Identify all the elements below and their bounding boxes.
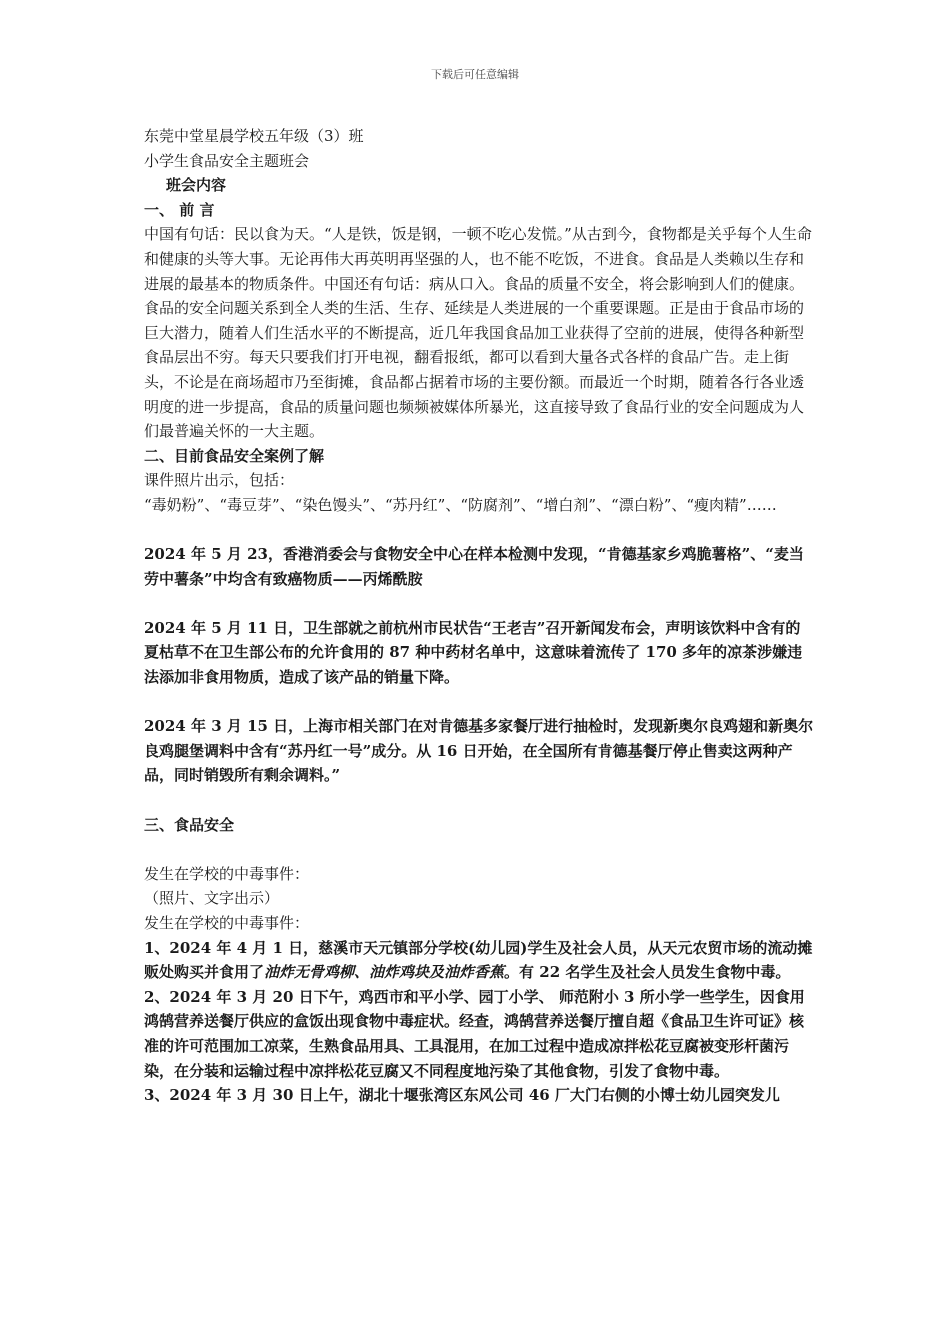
page-header: 下载后可任意编辑	[431, 68, 519, 81]
section2-heading: 二、目前食品安全案例了解	[144, 446, 325, 465]
content-heading: 班会内容	[166, 176, 227, 195]
section1-heading: 一、 前 言	[144, 200, 215, 219]
section3-heading: 三、食品安全	[144, 815, 235, 834]
section2-items: “毒奶粉”、“毒豆芽”、“染色馒头”、“苏丹红”、“防腐剂”、“增白剂”、“漂白粉”、“瘦肉精”……	[144, 495, 777, 514]
school-line: 东莞中堂星晨学校五年级（3）班	[144, 127, 364, 145]
event1-text: 1、2024 年 4 月 1 日，慈溪市天元镇部分学校(幼儿园)学生及社会人员，从天元农贸市场的流动摊贩处购买并食用了	[144, 938, 813, 982]
case-paragraph: 2024 年 5 月 11 日，卫生部就之前杭州市民状告“王老吉”召开新闻发布会，声明该饮料中含有的夏枯草不在卫生部公布的允许食用的 87 种中药材名单中，这意味着流传了 170 多年的凉茶涉嫌违法添加非食用物质，造成了该产品的销量下降。	[144, 618, 803, 687]
subject-line: 小学生食品安全主题班会	[144, 151, 310, 170]
event1-text: 。有 22 名学生及社会人员发生食物中毒。	[504, 963, 791, 982]
case-paragraph: 2024 年 3 月 15 日，上海市相关部门在对肯德基多家餐厅进行抽检时，发现新奥尔良鸡翅和新奥尔良鸡腿堡调料中含有“苏丹红一号”成分。从 16 日开始，在全国所有肯德基餐厅停止售卖这两种产品，同时销毁所有剩余调料。”	[144, 717, 814, 785]
school-events-label: 发生在学校的中毒事件：	[144, 864, 310, 883]
school-events-label: 发生在学校的中毒事件：	[144, 914, 310, 932]
event-paragraph	[144, 936, 814, 985]
document-body	[144, 124, 814, 1108]
event-paragraph: 2、2024 年 3 月 20 日下午，鸡西市和平小学、园丁小学、 师范附小 3 所小学一些学生，因食用鸿鹄营养送餐厅供应的盒饭出现食物中毒症状。经查，鸿鹄营养送餐厅擅自超《食品卫生许可证》核准的许可范围加工凉菜，生熟食品用具、工具混用，在加工过程中造成凉拌松花豆腐被变形杆菌污染，在分装和运输过程中凉拌松花豆腐又不同程度地污染了其他食物，引发了食物中毒。	[144, 987, 805, 1080]
case-paragraph: 2024 年 5 月 23，香港消委会与食物安全中心在样本检测中发现，“肯德基家乡鸡脆薯格”、“麦当劳中薯条”中均含有致癌物质——丙烯酰胺	[144, 545, 804, 588]
event-paragraph: 3、2024 年 3 月 30 日上午，湖北十堰张湾区东风公司 46 厂大门右侧的小博士幼儿园突发儿	[144, 1086, 780, 1105]
event1-foods: 油炸无骨鸡柳、油炸鸡块及油炸香蕉	[264, 963, 505, 982]
section1-body: 中国有句话：民以食为天。“人是铁，饭是钢，一顿不吃心发慌。”从古到今，食物都是关乎每个人生命和健康的头等大事。无论再伟大再英明再坚强的人，也不能不吃饭，不进食。食品是人类赖以生存和进展的最基本的物质条件。中国还有句话：病从口入。食品的质量不安全，将会影响到人们的健康。食品的安全问题关系到全人类的生活、生存、延续是人类进展的一个重要课题。正是由于食品市场的巨大潜力，随着人们生活水平的不断提高，近几年我国食品加工业获得了空前的进展，使得各种新型食品层出不穷。每天只要我们打开电视，翻看报纸，都可以看到大量各式各样的食品广告。走上街头，不论是在商场超市乃至街摊，食品都占据着市场的主要份额。而最近一个时期，随着各行各业透明度的进一步提高，食品的质量问题也频频被媒体所暴光，这直接导致了食品行业的安全问题成为人们最普遍关怀的一大主题。	[144, 225, 812, 441]
section2-intro: 课件照片出示，包括：	[144, 471, 295, 490]
photo-note: （照片、文字出示）	[144, 889, 280, 908]
